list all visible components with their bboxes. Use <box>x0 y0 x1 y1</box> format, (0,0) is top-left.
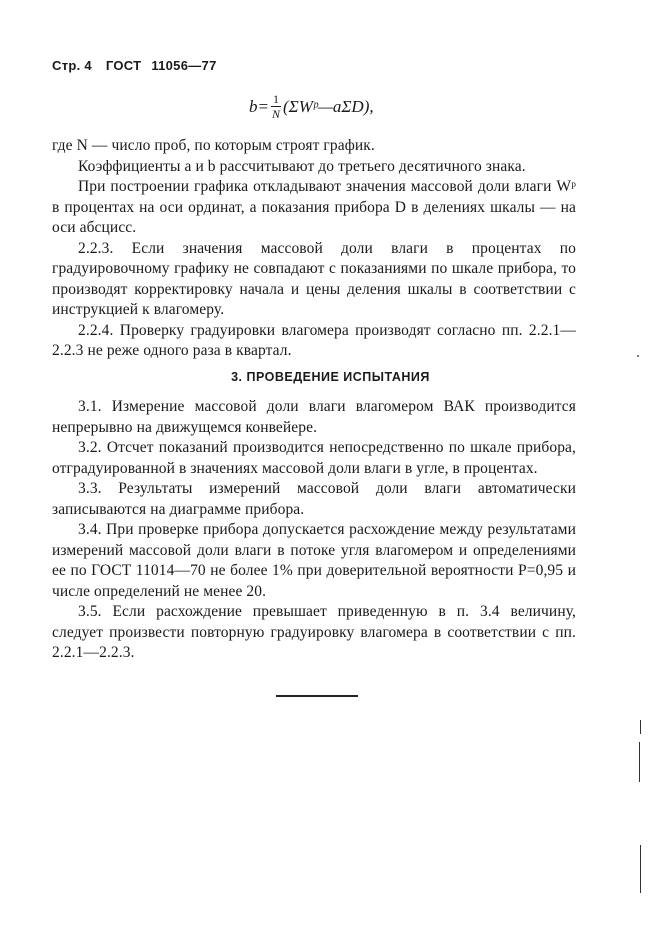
paragraph: 3.4. При проверке прибора допускается расхождение между результатами измерений массовой доли влаги в потоке угля влагомером и определениями ее по ГОСТ 11014—70 не более 1% при доверительной вероятности P=0,95 и числе определений не менее 20. <box>52 521 576 600</box>
paragraph: где N — число проб, по которым строят график. <box>52 137 375 154</box>
text-block-top <box>52 136 576 362</box>
paragraph: При построении графика откладывают значения массовой доли влаги Wᵖ в процентах на оси ординат, а показания прибора D в делениях шкалы — на оси абсцисс. <box>52 178 576 236</box>
page-header <box>52 58 223 73</box>
standard-number: 11056—77 <box>151 58 217 73</box>
paragraph: 3.5. Если расхождение превышает приведенную в п. 3.4 величину, следует произвести повторную градуировку влагомера в соответствии с пп. 2.2.1—2.2.3. <box>52 603 576 661</box>
paragraph: 3.2. Отсчет показаний производится непосредственно по шкале прибора, отградуированной в значениях массовой доли влаги в угле, в процентах. <box>52 439 576 477</box>
formula-lhs: b= <box>249 96 269 116</box>
end-rule <box>276 695 358 697</box>
scan-mark <box>640 845 641 893</box>
gost-label: ГОСТ <box>105 58 142 73</box>
paragraph: 3.1. Измерение массовой доли влаги влагомером ВАК производится непрерывно на движущемся конвейере. <box>52 398 576 436</box>
paragraph: Коэффициенты a и b рассчитывают до третьего десятичного знака. <box>78 157 526 175</box>
formula-rhs: (ΣWᵖ—aΣD), <box>282 96 374 116</box>
scan-mark <box>639 742 640 782</box>
section-heading: 3. ПРОВЕДЕНИЕ ИСПЫТАНИЯ <box>231 370 430 384</box>
scan-mark <box>640 720 641 734</box>
scan-dot <box>637 355 639 357</box>
page-number: Стр. 4 <box>52 58 92 73</box>
formula-denominator: N <box>271 107 280 121</box>
paragraph: 2.2.4. Проверку градуировки влагомера производят согласно пп. 2.2.1—2.2.3 не реже одного раза в квартал. <box>52 321 576 359</box>
formula-b <box>249 93 374 120</box>
formula-numerator: 1 <box>272 92 279 106</box>
paragraph: 3.3. Результаты измерений массовой доли влаги автоматически записываются на диаграмме прибора. <box>52 480 576 518</box>
paragraph: 2.2.3. Если значения массовой доли влаги в процентах по градуировочному графику не совпадают с показаниями по шкале прибора, то производят корректировку начала и цены деления шкалы в соответствии с инструкцией к влагомеру. <box>52 239 576 318</box>
text-block-section <box>52 397 576 664</box>
formula-fraction <box>271 93 281 120</box>
